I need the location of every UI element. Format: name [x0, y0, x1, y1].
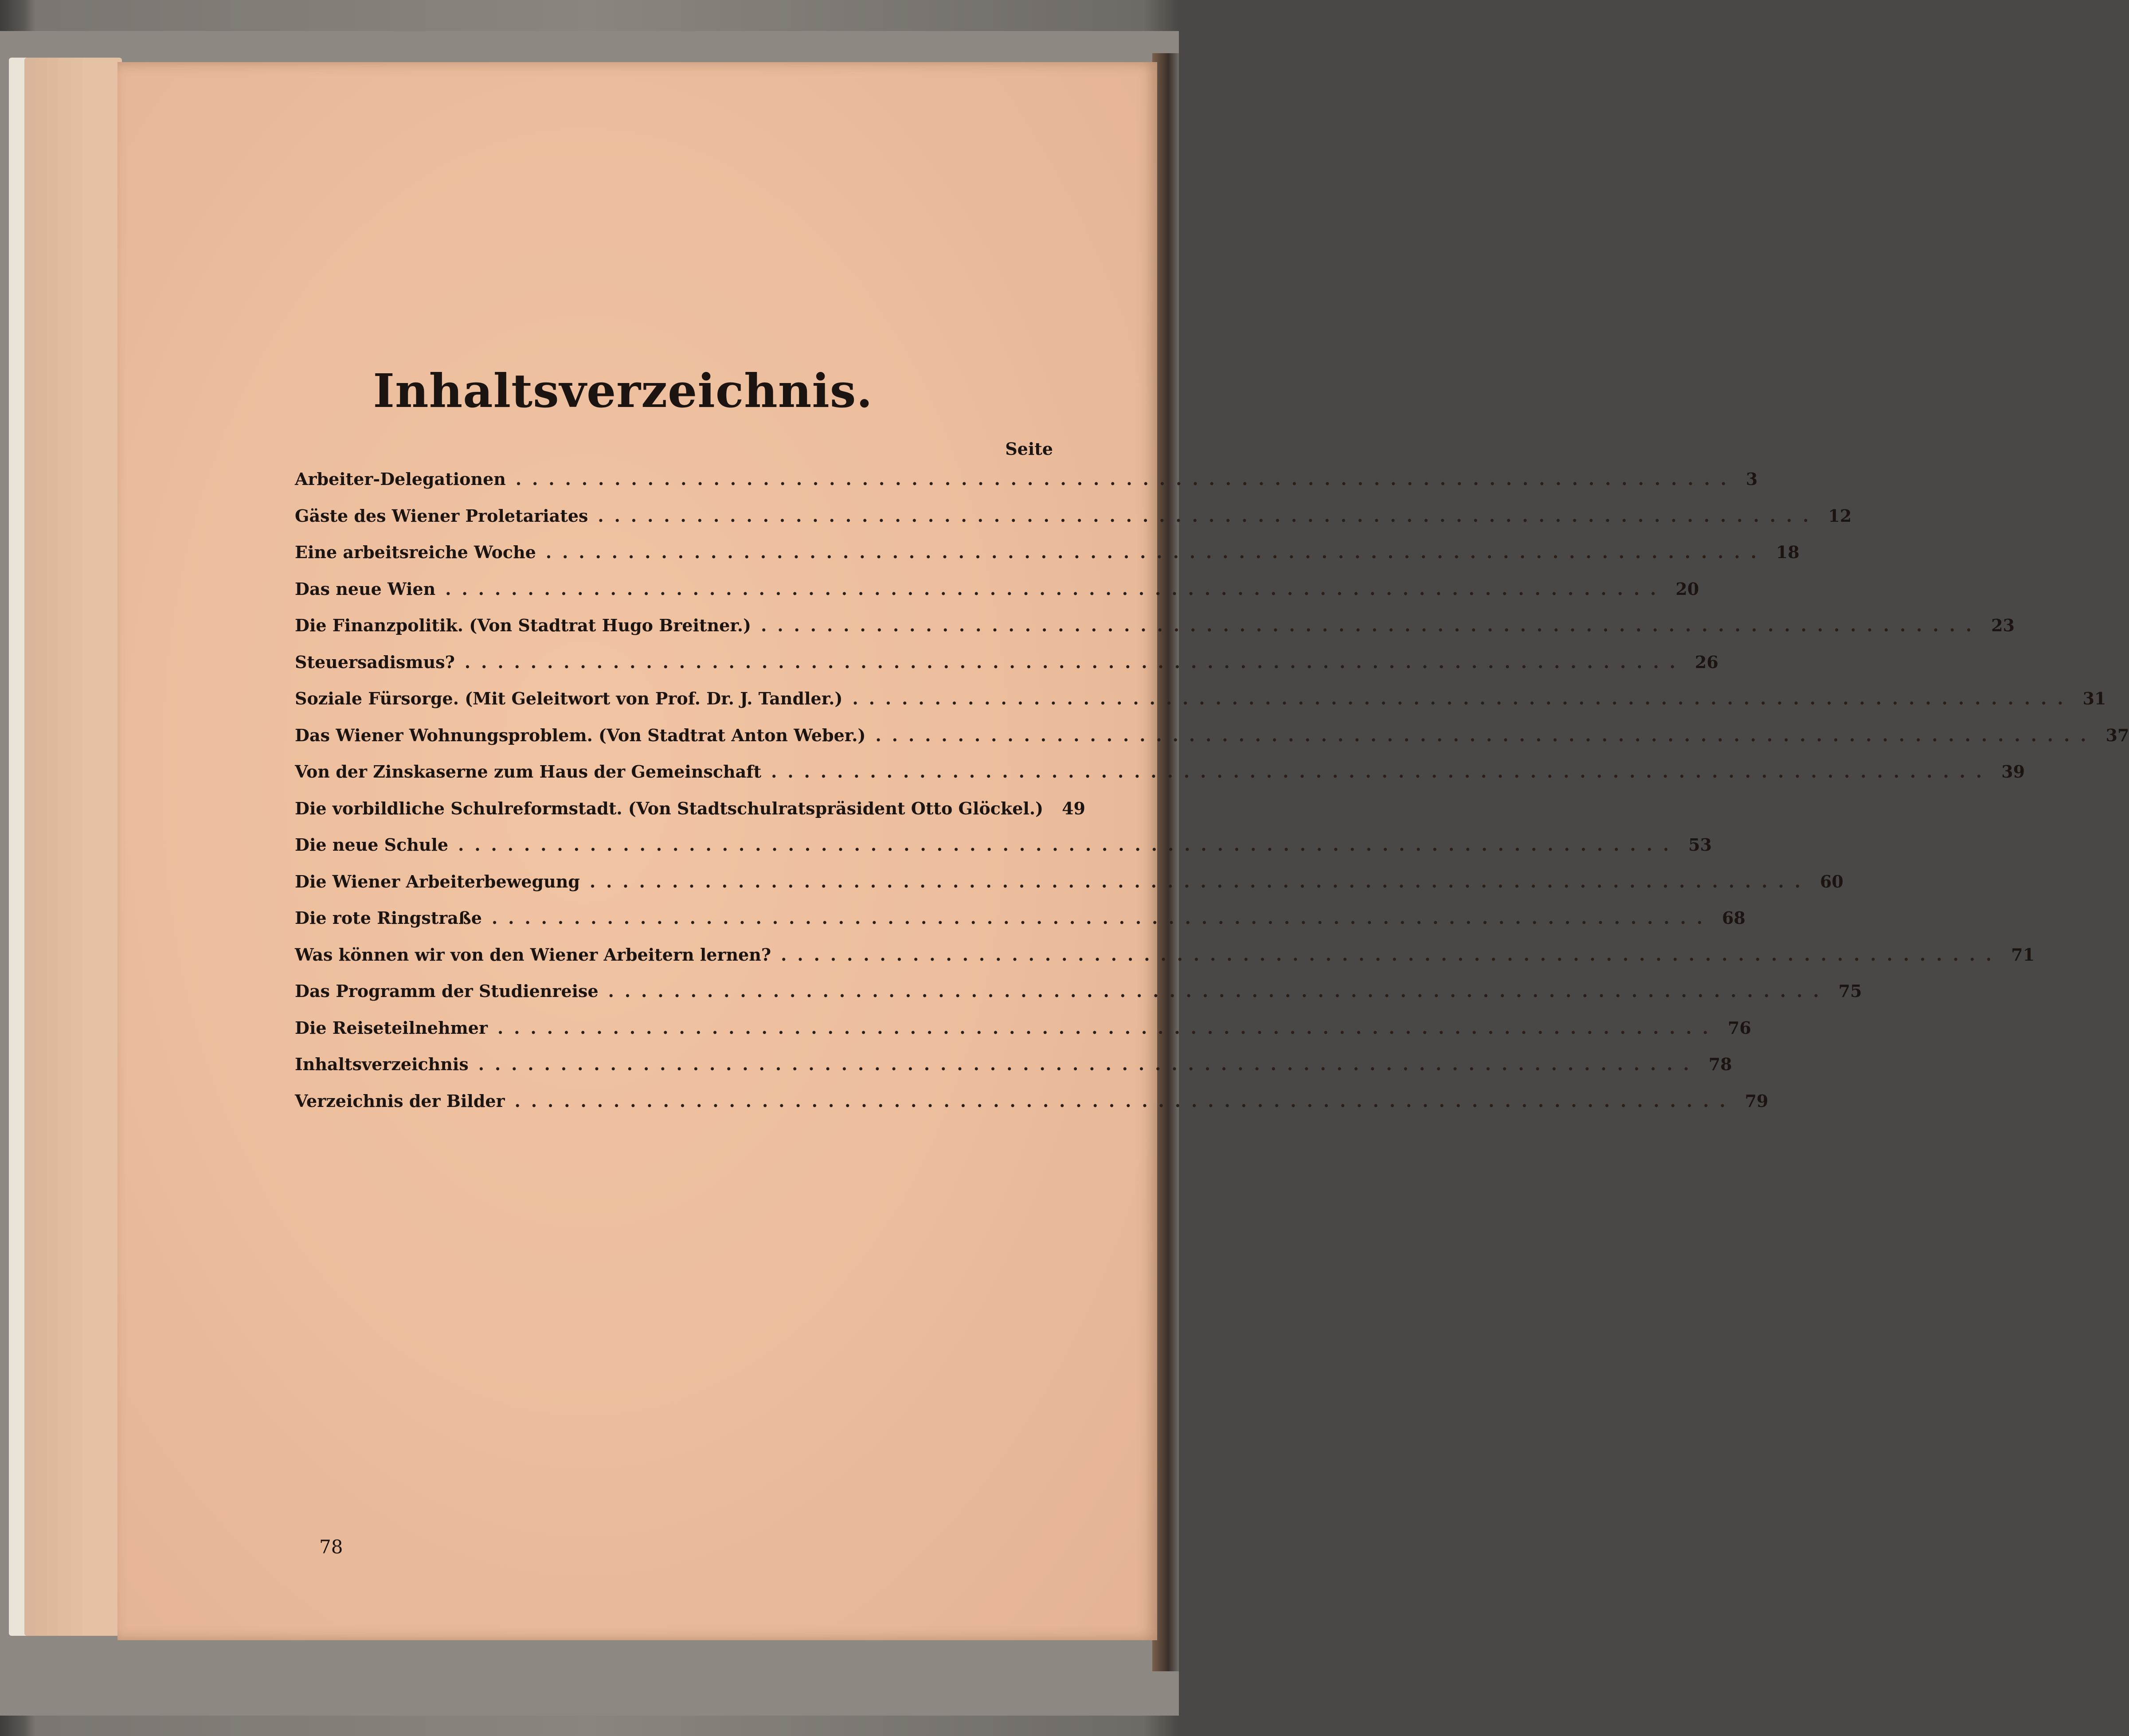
- dot-leader: ..........................................................................: [598, 505, 1820, 526]
- toc-entry: [295, 1046, 1732, 1083]
- toc-entry: [295, 1083, 1769, 1115]
- toc-entry-page: 3: [1745, 469, 1758, 489]
- toc-entry-title: Die rote Ringstraße: [295, 908, 482, 928]
- toc-entry: [295, 754, 2025, 790]
- toc-entry: [295, 937, 2035, 974]
- toc-entry: [295, 498, 1852, 535]
- dot-leader: ..........................................................................: [608, 981, 1830, 1001]
- toc-entry: [295, 790, 1085, 827]
- dot-leader: ..........................................................................: [497, 1017, 1719, 1038]
- toc-entry: [295, 717, 2129, 754]
- toc-entry-title: Das Programm der Studienreise: [295, 981, 599, 1001]
- toc-entry-page: 68: [1722, 908, 1745, 928]
- toc-entry-page: 31: [2082, 688, 2106, 708]
- toc-entry: [295, 571, 1699, 608]
- toc-entry-page: 23: [1991, 615, 2015, 635]
- toc-entry: [295, 607, 2015, 644]
- dot-leader: ..........................................................................: [781, 944, 2003, 965]
- toc-entry-title: Das Wiener Wohnungsproblem. (Von Stadtrat Anton Weber.): [295, 725, 866, 745]
- dot-leader: ..........................................................................: [445, 579, 1667, 599]
- dot-leader: ..........................................................................: [771, 762, 1993, 782]
- toc-entry-page: 78: [1708, 1054, 1732, 1074]
- toc-entry-title: Die neue Schule: [295, 835, 449, 855]
- toc-entry-title: Die vorbildliche Schulreformstadt. (Von Stadtschulratspräsident Otto Glöckel.): [295, 798, 1044, 818]
- toc-entry-page: 39: [2001, 762, 2025, 782]
- page-title: Inhaltsverzeichnis.: [373, 364, 873, 418]
- toc-entry: [295, 1010, 1751, 1047]
- dot-leader: ..........................................................................: [852, 688, 2074, 708]
- page-column-header: Seite: [1005, 439, 1053, 459]
- toc-entry-page: 49: [1062, 798, 1085, 818]
- toc-entry-title: Von der Zinskaserne zum Haus der Gemeinschaft: [295, 762, 762, 782]
- toc-entry-title: Eine arbeitsreiche Woche: [295, 542, 536, 562]
- toc-entry-title: Soziale Fürsorge. (Mit Geleitwort von Prof. Dr. J. Tandler.): [295, 688, 843, 708]
- dot-leader: ..........................................................................: [875, 725, 2097, 745]
- toc-entry-page: 71: [2011, 944, 2035, 965]
- table-of-contents: [295, 461, 2129, 1115]
- dot-leader: ..........................................................................: [478, 1054, 1700, 1074]
- toc-entry-title: Die Reiseteilnehmer: [295, 1017, 488, 1038]
- dot-leader: ..........................................................................: [491, 908, 1713, 928]
- dot-leader: ..........................................................................: [545, 542, 1767, 562]
- toc-entry-page: 26: [1695, 652, 1718, 672]
- toc-entry-title: Inhaltsverzeichnis: [295, 1054, 469, 1074]
- toc-entry-page: 37: [2106, 725, 2129, 745]
- page-edge: [82, 58, 122, 1636]
- toc-entry: [295, 534, 1800, 571]
- toc-entry-title: Verzeichnis der Bilder: [295, 1091, 505, 1111]
- toc-entry: [295, 644, 1718, 681]
- dot-leader: ..........................................................................: [458, 835, 1680, 855]
- toc-entry: [295, 900, 1745, 937]
- toc-entry-page: 20: [1675, 579, 1699, 599]
- toc-entry-page: 60: [1820, 871, 1843, 891]
- toc-entry-title: Was können wir von den Wiener Arbeitern lernen?: [295, 944, 771, 965]
- toc-entry: [295, 461, 1758, 498]
- toc-entry-page: 12: [1828, 505, 1852, 526]
- document-page: [117, 62, 2129, 1640]
- dot-leader: ..........................................................................: [761, 615, 1983, 635]
- dot-leader: ..........................................................................: [589, 871, 1811, 891]
- toc-entry-page: 76: [1727, 1017, 1751, 1038]
- toc-entry-title: Die Wiener Arbeiterbewegung: [295, 871, 580, 891]
- dot-leader: ..........................................................................: [514, 1091, 1736, 1111]
- dot-leader: ..........................................................................: [464, 652, 1686, 672]
- dot-leader: ..........................................................................: [515, 469, 1737, 489]
- toc-entry-title: Die Finanzpolitik. (Von Stadtrat Hugo Breitner.): [295, 615, 751, 635]
- toc-entry-title: Das neue Wien: [295, 579, 436, 599]
- toc-entry-title: Gäste des Wiener Proletariates: [295, 505, 588, 526]
- toc-entry: [295, 864, 1843, 900]
- toc-entry-page: 18: [1776, 542, 1800, 562]
- toc-entry: [295, 680, 2106, 717]
- toc-entry: [295, 827, 1712, 864]
- toc-entry-page: 75: [1838, 981, 1862, 1001]
- toc-entry-title: Steuersadismus?: [295, 652, 455, 672]
- page-number: 78: [319, 1536, 343, 1558]
- toc-entry: [295, 973, 1862, 1010]
- toc-entry-page: 79: [1745, 1091, 1769, 1111]
- toc-entry-page: 53: [1688, 835, 1712, 855]
- toc-entry-title: Arbeiter-Delegationen: [295, 469, 506, 489]
